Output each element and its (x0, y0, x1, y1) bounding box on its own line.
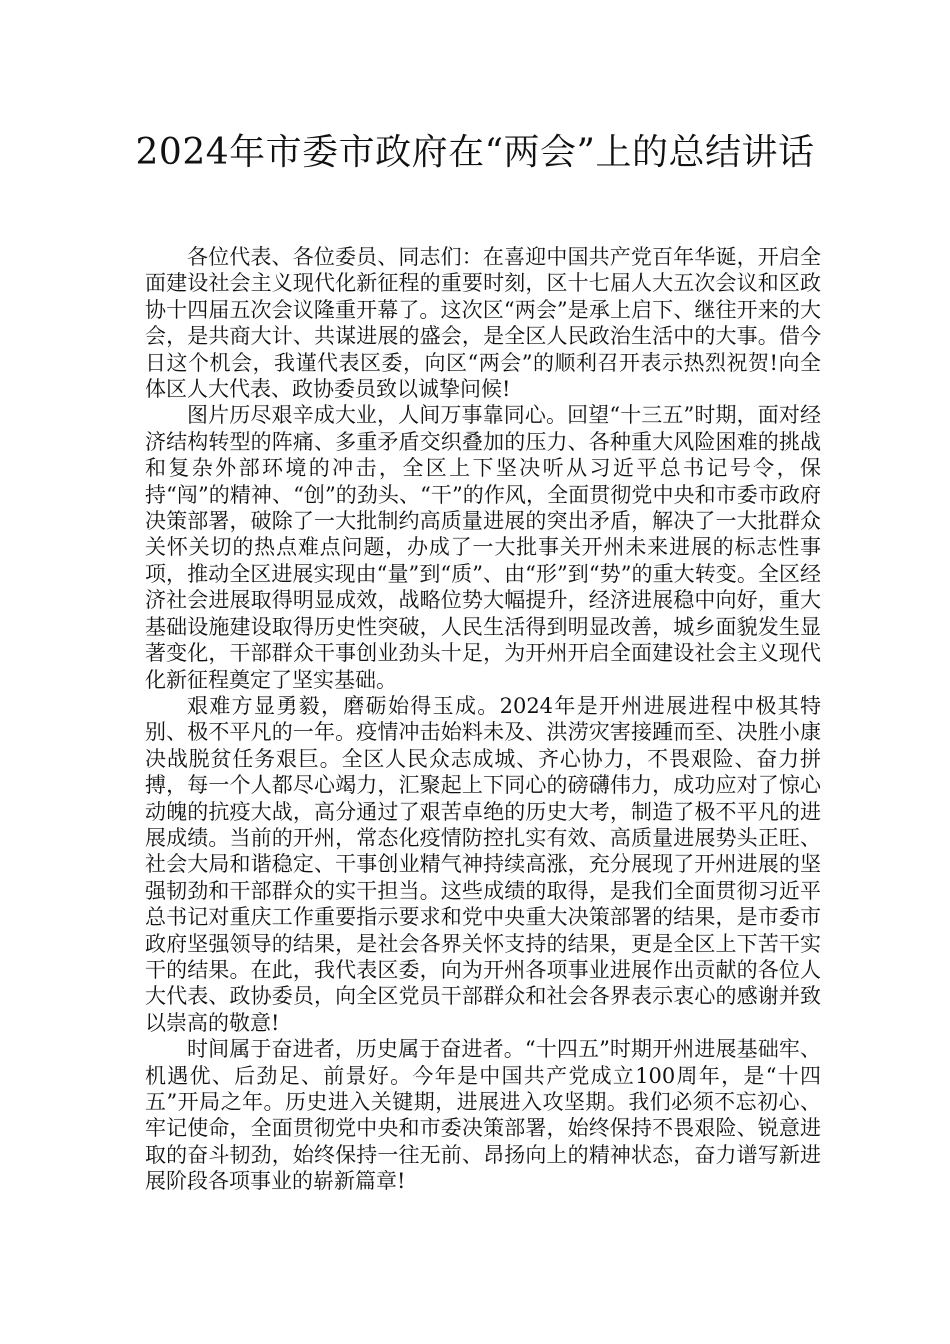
paragraph-greeting: 各位代表、各位委员、同志们：在喜迎中国共产党百年华诞，开启全面建设社会主义现代化新征程的重要时刻，区十七届人大五次会议和区政协十四届五次会议隆重开幕了。这次区“两会”是承上启下、继往开来的大会，是共商大计、共谋进展的盛会，是全区人民政治生活中的大事。借今日这个机会，我谨代表区委，向区“两会”的顺利召开表示热烈祝贺!向全体区人大代表、政协委员致以诚挚问候! (145, 245, 821, 402)
paragraph-14th-five-year-outlook: 时间属于奋进者，历史属于奋进者。“十四五”时期开州进展基础牢、机遇优、后劲足、前景好。今年是中国共产党成立100周年，是“十四五”开局之年。历史进入关键期，进展进入攻坚期。我们必须不忘初心、牢记使命，全面贯彻党中央和市委决策部署，始终保持不畏艰险、锐意进取的奋斗韧劲，始终保持一往无前、昂扬向上的精神状态，奋力谱写新进展阶段各项事业的崭新篇章! (145, 1037, 821, 1194)
document-title: 2024年市委市政府在“两会”上的总结讲话 (135, 132, 815, 173)
paragraph-review-13th-five-year: 图片历尽艰辛成大业，人间万事靠同心。回望“十三五”时期，面对经济结构转型的阵痛、多重矛盾交织叠加的压力、各种重大风险困难的挑战和复杂外部环境的冲击，全区上下坚决听从习近平总书记号令，保持“闯”的精神、“创”的劲头、“干”的作风，全面贯彻党中央和市委市政府决策部署，破除了一大批制约高质量进展的突出矛盾，解决了一大批群众关怀关切的热点难点问题，办成了一大批事关开州未来进展的标志性事项，推动全区进展实现由“量”到“质”、由“形”到“势”的重大转变。全区经济社会进展取得明显成效，战略位势大幅提升，经济进展稳中向好，重大基础设施建设取得历史性突破，人民生活得到明显改善，城乡面貌发生显著变化，干部群众干事创业劲头十足，为开州开启全面建设社会主义现代化新征程奠定了坚实基础。 (145, 403, 821, 692)
paragraph-2024-achievements: 艰难方显勇毅，磨砺始得玉成。2024年是开州进展进程中极其特别、极不平凡的一年。疫情冲击始料未及、洪涝灾害接踵而至、决胜小康决战脱贫任务艰巨。全区人民众志成城、齐心协力，不畏艰险、奋力拼搏，每一个人都尽心竭力，汇聚起上下同心的磅礴伟力，成功应对了惊心动魄的抗疫大战，高分通过了艰苦卓绝的历史大考，制造了极不平凡的进展成绩。当前的开州，常态化疫情防控扎实有效、高质量进展势头正旺、社会大局和谐稳定、干事创业精气神持续高涨，充分展现了开州进展的坚强韧劲和干部群众的实干担当。这些成绩的取得，是我们全面贯彻习近平总书记对重庆工作重要指示要求和党中央重大决策部署的结果，是市委市政府坚强领导的结果，是社会各界关怀支持的结果，更是全区上下苦干实干的结果。在此，我代表区委，向为开州各项事业进展作出贡献的各位人大代表、政协委员，向全区党员干部群众和社会各界表示衷心的感谢并致以崇高的敬意! (145, 693, 821, 1035)
document-body (145, 244, 821, 1195)
